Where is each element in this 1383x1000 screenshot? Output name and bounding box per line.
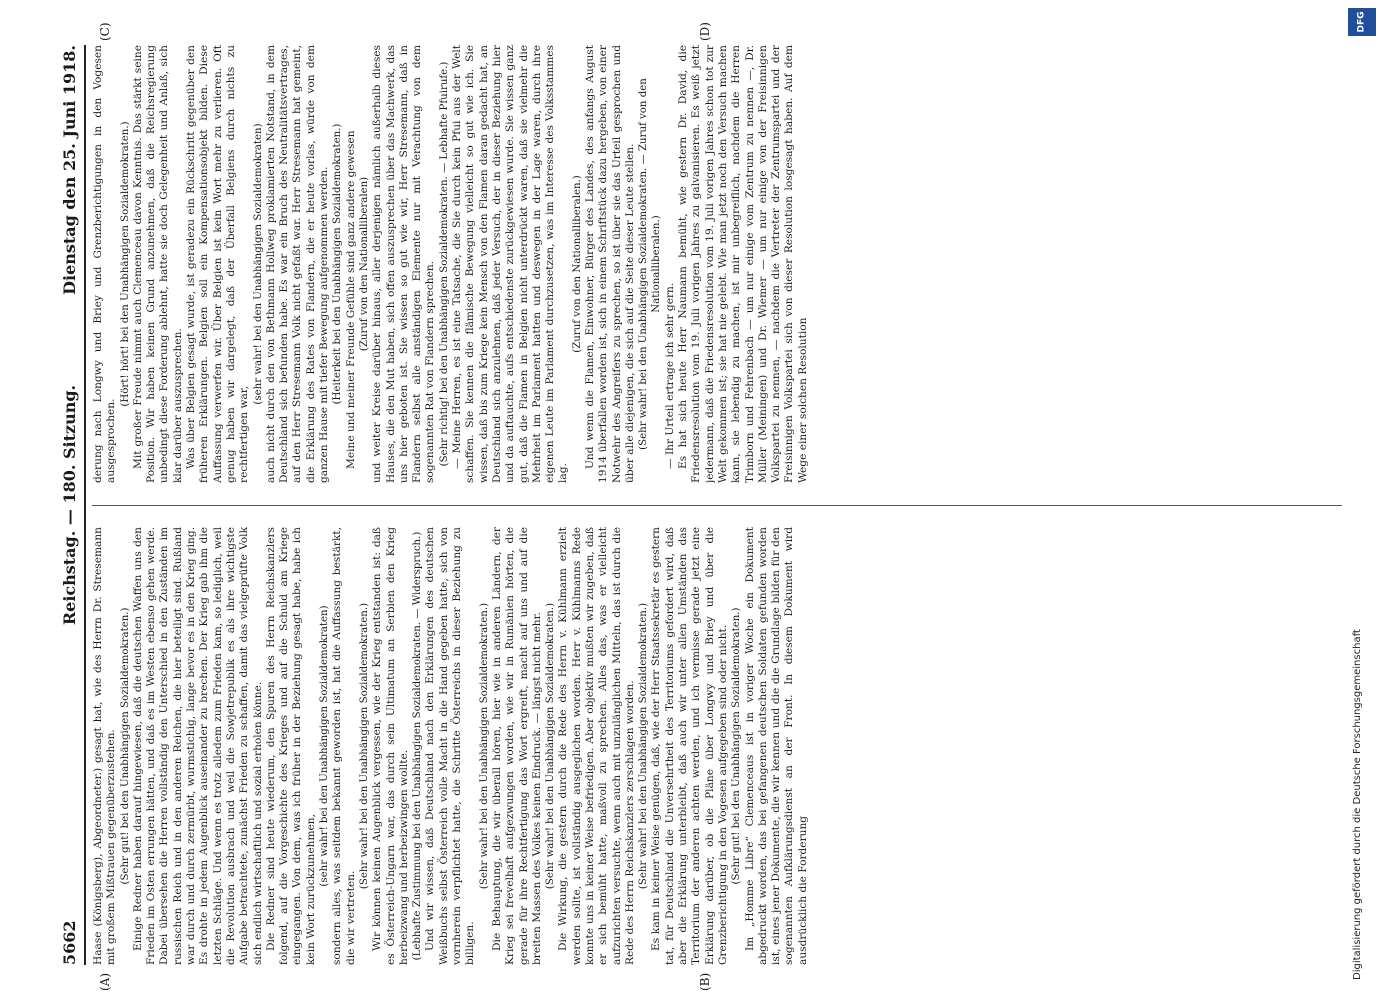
paragraph: Wir können keinen Augenblick vergessen, wie der Krieg entstanden ist: daß es Österreich-Ungarn war, das durch sein Ultimatum an Serbien den Krieg herbeizwang und herbeizwingen wollte. (371, 527, 410, 965)
paragraph: Mit großer Freude nimmt auch Clemenceau davon Kenntnis. Das stärkt seine Position. Wir haben keinen Grund anzunehmen, daß die Reichsregierung unbedingt diese Forderung ablehnt, hatte sie doch Gelegenheit und Anlaß, sich klar darüber auszusprechen. (131, 45, 184, 483)
paragraph: Die Redner sind heute wiederum, den Spuren des Herrn Reichskanzlers folgend, auf die Vorgeschichte des Krieges und auf die Schuld am Kriege eingegangen. Von dem, was ich früher in der Beziehung gesagt habe, habe ich kein Wort zurückzunehmen, (264, 527, 317, 965)
paragraph: auch nicht durch den von Bethmann Hollweg proklamierten Notstand, in dem Deutschland sich befunden habe. Es war ein Bruch des Neutralitätsvertrages, auf den Herr Stresemann Volk nicht gefaßt war. Herr Stresemann hat gemeint, die Erklärung des Rates von Flandern, die er heute vorlas, würde von dem ganzen Hause mit tiefer Bewegung aufgenommen werden. (264, 45, 331, 483)
dfg-logo: DFG (1348, 8, 1376, 36)
interjection: (Sehr gut! bei den Unabhängigen Sozialdemokraten.) (119, 607, 131, 885)
interjection: (Zuruf von den Nationalliberalen) (358, 176, 370, 352)
interjection: (sehr wahr! bei den Unabhängigen Sozialdemokraten) (319, 605, 331, 887)
margin-letter-a: (A) (98, 972, 112, 991)
column-divider (92, 505, 1342, 506)
paragraph: Es kam in keiner Weise genügen, daß, wie der Herr Staatssekretär es gestern tat, für Deutschland die Unversehrtheit des Territoriums gefordert wird, daß aber die Erklärung unterbleibt, daß auch wir unter allen Umständen das Territorium der anderen achten werden, und ich vermisse gerade jetzt eine Erklärung darüber, ob die Pläne über Longwy und Briey und über die Grenzberichtigung in den Vogesen aufgegeben sind oder nicht. (650, 527, 729, 965)
interjection: (Sehr wahr! bei den Unabhängigen Sozialdemokraten. — Zuruf von den Nationalliberalen.) (638, 78, 663, 450)
right-text-column (92, 45, 1342, 483)
interjection: (Zuruf von den Nationalliberalen.) (571, 175, 583, 353)
paragraph: Meine und meiner Freunde Gefühle sind ganz andere gewesen (344, 130, 357, 469)
digitization-note: Digitalisierung gefördert durch die Deutsche Forschungsgemeinschaft (1352, 629, 1363, 980)
paragraph: Was über Belgien gesagt wurde, ist geradezu ein Rückschritt gegenüber den früheren Erklärungen. Belgien soll ein Kompensationsobjekt bilden. Diese Auffassung verwerfen wir. Über Belgien ist kein Wort mehr zu verlieren. Oft genug haben wir dargelegt, daß der Überfall Belgiens durch nichts zu rechtfertigen war, (185, 45, 251, 483)
interjection: (Sehr richtig! bei den Unabhängigen Sozialdemokraten. — Lebhafte Pfuirufe.) (438, 61, 450, 467)
margin-letter-b: (B) (698, 972, 712, 991)
paragraph: Die Wirkung, die gestern durch die Rede des Herrn v. Kühlmann erzielt werden sollte, ist vollständig ausgeglichen worden. Herr v. Kühlmanns Rede konnte uns in keiner Weise befriedigen. Aber objektiv mußten wir zugeben, daß er sich bemüht hatte, maßvoll zu sprechen. Alles das, was er vielleicht aufzurichten versuchte, wenn auch mit unzulänglichen Mitteln, das ist durch die Rede des Herrn Reichskanzlers zerschlagen worden. (557, 527, 636, 965)
paragraph: Es hat sich heute Herr Naumann bemüht, wie gestern Dr. David, die Friedensresolution vom 19. Juli vorigen Jahres zu galvanisieren. Es weiß jetzt jedermann, daß die Friedensresolution vom 19. Juli vorigen Jahres schon tot zur Welt gekommen ist; sie hat nie gelebt. Wie man jetzt noch den Versuch machen kann, sie lebendig zu machen, ist mir unbegreiflich, nachdem die Herren Trimborn und Fehrenbach — um nur einige vom Zentrum zu nennen —, Dr. Müller (Meiningen) und Dr. Wiemer — um nur einige von der Freisinnigen Volkspartei zu nennen, — nachdem die Vertreter der Zentrumspartei und der Freisinnigen Volkspartei sich von dieser Resolution losgesagt haben. Auf dem Wege einer solchen Resolution (677, 45, 809, 483)
margin-letter-d: (D) (698, 22, 712, 41)
page-title: Reichstag. — 180. Sitzung. (60, 384, 79, 626)
interjection: (Sehr wahr! bei den Unabhängigen Sozialdemokraten.) (358, 602, 370, 890)
paragraph: Im „Homme Libre“ Clemenceaus ist in voriger Woche ein Dokument abgedruckt worden, das bei gefangenen deutschen Soldaten gefunden worden ist, eines jener Dokumente, die wir kennen und die die Grundlage bilden für den sogenannten Aufklärungsdienst an der Front. In diesem Dokument wird ausdrücklich die Forderung (743, 527, 809, 965)
interjection: (Sehr wahr! bei den Unabhängigen Sozialdemokraten.) (638, 602, 650, 890)
page-date: Dienstag den 25. Juni 1918. (60, 45, 79, 295)
left-text-column (92, 527, 1342, 965)
interjection: (Lebhafte Zustimmung bei den Unabhängigen Sozialdemokraten. — Widerspruch.) (412, 531, 424, 961)
interjection: (sehr wahr! bei den Unabhängigen Sozialdemokraten) (252, 123, 264, 405)
interjection: (Sehr wahr! bei den Unabhängigen Sozialdemokraten.) (545, 602, 557, 890)
paragraph: Und wir wissen, daß Deutschland nach den Erklärungen des deutschen Weißbuchs selbst Österreich volle Macht in die Hand gegeben hatte, sich von vornherein verpflichtet hatte, die Schritte Österreichs in dieser Beziehung zu billigen. (424, 527, 477, 965)
paragraph: — Ihr Urteil ertrage ich sehr gern. (663, 282, 676, 469)
paragraph: Und wenn die Flamen, Einwohner, Bürger des Landes, des anfangs August 1914 überfallen worden ist, sich in einem Schriftstück dazu hergeben, von einer Notwehr des Angreifers zu sprechen, so ist über sie das Urteil gesprochen und über alle diejenigen, die sich auf die Seite dieser Leute stellen. (583, 45, 636, 483)
interjection: (Hört! hört! bei den Unabhängigen Sozialdemokraten.) (119, 121, 131, 407)
paragraph: sondern alles, was seitdem bekannt geworden ist, hat die Auffassung bestärkt, die wir vertreten. (331, 527, 357, 965)
paragraph: — Meine Herren, es ist eine Tatsache, die Sie durch kein Pfui aus der Welt schaffen. Sie kennen die flämische Bewegung vielleicht so gut wie ich. Sie wissen, daß bis zum Kriege kein Mensch von den Flamen daran gedacht hat, an Deutschland sich anzulehnen, daß jeder Versuch, der in dieser Beziehung hier und da auftauchte, aufs entschiedenste zurückgewiesen wurde. Sie wissen ganz gut, daß die Flamen in Belgien nicht unterdrückt waren, daß sie vielmehr die Mehrheit im Parlament hatten und deswegen in der Lage waren, durch ihre eigenen Leute im Parlament durchzusetzen, was im Interesse des Volksstammes lag. (451, 45, 570, 483)
paragraph: und weiter Kreise darüber hinaus, aller derjenigen nämlich außerhalb dieses Hauses, die den Mut haben, sich offen auszusprechen über das Machwerk, das uns hier geboten ist. Sie wissen so gut wie wir, Herr Stresemann, daß in Flandern selbst alle anständigen Elemente nur mit Verachtung von dem sogenannten Rat von Flandern sprechen. (371, 45, 437, 483)
page-number: 5662 (60, 920, 79, 965)
paragraph: Die Behauptung, die wir überall hören, hier wie in anderen Ländern, der Krieg sei frevelhaft aufgezwungen worden, wie wir in Rumänien hörten, die gerade für ihre Rechtfertigung das Wort ergreift, macht auf uns und auf die breiten Massen des Volkes keinen Eindruck. — längst nicht mehr. (490, 527, 543, 965)
interjection: (Heiterkeit bei den Unabhängigen Sozialdemokraten.) (332, 123, 344, 405)
paragraph: derung nach Longwy und Briey und Grenzberichtigungen in den Vogesen ausgesprochen. (92, 45, 118, 483)
interjection: (Sehr gut! bei den Unabhängigen Sozialdemokraten.) (731, 607, 743, 885)
page-header (58, 45, 86, 965)
margin-letter-c: (C) (98, 22, 112, 41)
paragraph: Einige Redner haben darauf hingewiesen, daß die deutschen Waffen uns den Frieden im Osten errungen hätten, und daß es im Westen ebenso gehen werde. Dabei übersehen die Herren vollständig den Unterschied in den Zuständen im russischen Reich und in den anderen Reichen, die hier beteiligt sind. Rußland war durch und durch zermürbt, wurmstichig, lange bevor es in den Krieg ging. Es drohte in jedem Augenblick auseinander zu brechen. Der Krieg gab ihm die letzten Schläge. Und wenn es trotz alledem zum Frieden kam, so lediglich, weil die Revolution ausbrach und weil die Sowjetrepublik es als ihre wichtigste Aufgabe betrachtete, zunächst Frieden zu schaffen, damit das vielgeprüfte Volk sich endlich wirtschaftlich und sozial erholen könne. (131, 527, 264, 965)
paragraph: Haase (Königsberg), Abgeordneter.) gesagt hat, wie des Herrn Dr. Stresemann mit großem Mißtrauen gegenüberzustehen. (92, 527, 118, 965)
interjection: (Sehr wahr! bei den Unabhängigen Sozialdemokraten.) (478, 602, 490, 890)
rotated-page-content (58, 22, 1348, 991)
